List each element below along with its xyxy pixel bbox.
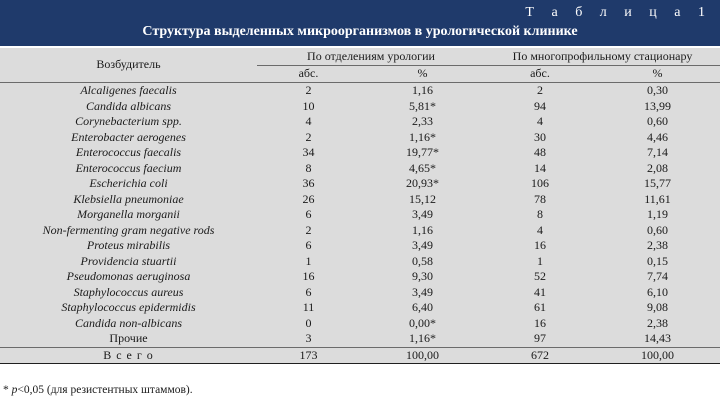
footnote-p-symbol: p: [11, 384, 18, 396]
cell-abs-urology: 4: [305, 114, 312, 128]
cell-abs-hospital: 4: [537, 222, 543, 237]
cell-pct-urology: 4,65*: [409, 160, 436, 175]
cell-abs-urology: 3: [305, 331, 312, 345]
column-group-hospital: По многопрофильному стационару: [485, 48, 720, 66]
cell-abs-urology: 6: [305, 284, 312, 299]
table-row: [0, 83, 720, 99]
cell-abs-urology: 10: [302, 98, 315, 113]
pathogen-name: Non-fermenting gram negative rods: [42, 222, 215, 237]
cell-abs-hospital: 41: [534, 284, 546, 299]
pathogen-name: Morganella morganii: [77, 207, 180, 221]
table-row: [0, 114, 720, 130]
cell-pct-hospital: 4,46: [647, 129, 668, 144]
table-row: [0, 331, 720, 347]
pathogen-name: Corynebacterium spp.: [75, 114, 182, 128]
table-row: [0, 161, 720, 177]
cell-pct-urology: 2,33: [412, 114, 433, 128]
pathogen-name: Enterobacter aerogenes: [71, 129, 186, 144]
table-title: Структура выделенных микроорганизмов в урологической клинике: [142, 24, 578, 39]
cell-abs-hospital: 1: [537, 253, 543, 268]
table-number: Т а б л и ц а 1: [525, 5, 712, 20]
table-row: [0, 238, 720, 254]
cell-abs-hospital: 30: [534, 129, 546, 144]
table-row: [0, 269, 720, 285]
cell-pct-urology: 1,16*: [409, 129, 436, 144]
table-row: [0, 285, 720, 301]
data-table: [0, 48, 720, 364]
cell-abs-urology: 34: [302, 145, 315, 159]
cell-abs-urology: 1: [305, 253, 312, 268]
table-row: [0, 145, 720, 161]
total-abs-hospital: 672: [485, 347, 595, 364]
cell-abs-hospital: 78: [534, 191, 546, 206]
table-title-bar: [0, 0, 720, 46]
column-header-abs-hospital: абс.: [485, 66, 595, 83]
cell-pct-urology: 19,77*: [406, 145, 439, 159]
cell-abs-hospital: 2: [537, 83, 543, 97]
table-row: [0, 316, 720, 332]
total-label: В с е г о: [0, 347, 257, 364]
cell-pct-hospital: 14,43: [644, 331, 671, 345]
cell-abs-urology: 2: [305, 222, 312, 237]
cell-abs-hospital: 94: [534, 98, 546, 113]
cell-abs-urology: 2: [305, 129, 312, 144]
table-row: [0, 254, 720, 270]
cell-abs-urology: 0: [305, 315, 312, 330]
cell-pct-hospital: 7,74: [647, 269, 668, 283]
pathogen-name: Staphylococcus aureus: [73, 284, 184, 299]
column-group-urology: По отделениям урологии: [257, 48, 485, 66]
cell-pct-urology: 15,12: [409, 191, 436, 206]
cell-abs-hospital: 14: [534, 160, 546, 175]
table-row-total: [0, 347, 720, 364]
column-header-abs-urology: абс.: [257, 66, 360, 83]
cell-abs-urology: 16: [302, 269, 315, 283]
footnote-marker: *: [3, 384, 12, 396]
cell-pct-urology: 1,16: [412, 222, 433, 237]
column-header-pct-hospital: %: [595, 66, 720, 83]
column-header-pct-urology: %: [360, 66, 485, 83]
cell-abs-hospital: 48: [534, 145, 546, 159]
table-row: [0, 223, 720, 239]
table-row: [0, 130, 720, 146]
table-row: [0, 207, 720, 223]
cell-pct-urology: 3,49: [412, 238, 433, 252]
cell-abs-hospital: 16: [534, 315, 546, 330]
cell-pct-urology: 3,49: [412, 284, 433, 299]
pathogen-name: Alcaligenes faecalis: [80, 83, 177, 97]
cell-abs-urology: 11: [302, 300, 315, 314]
footnote-text: <0,05 (для резистентных штаммов).: [17, 384, 193, 396]
cell-pct-hospital: 11,61: [644, 191, 671, 206]
cell-pct-hospital: 0,15: [647, 253, 668, 268]
cell-pct-hospital: 9,08: [647, 300, 668, 314]
table-row: [0, 300, 720, 316]
cell-abs-urology: 2: [305, 83, 312, 97]
cell-pct-urology: 0,00*: [409, 315, 436, 330]
cell-abs-hospital: 97: [534, 331, 546, 345]
column-header-pathogen: Возбудитель: [0, 48, 257, 83]
footnote: [3, 384, 193, 396]
cell-pct-urology: 20,93*: [406, 176, 439, 190]
total-pct-urology: 100,00: [360, 347, 485, 364]
cell-pct-hospital: 2,38: [647, 315, 668, 330]
cell-pct-hospital: 7,14: [647, 145, 668, 159]
cell-pct-hospital: 15,77: [644, 176, 671, 190]
pathogen-name: Candida non-albicans: [75, 315, 182, 330]
table-row: [0, 192, 720, 208]
cell-abs-hospital: 106: [531, 176, 549, 190]
cell-pct-hospital: 2,08: [647, 160, 668, 175]
pathogen-name: Klebsiella pneumoniae: [73, 191, 184, 206]
pathogen-name: Enterococcus faecium: [75, 160, 182, 175]
cell-abs-hospital: 4: [537, 114, 543, 128]
cell-pct-urology: 5,81*: [409, 98, 436, 113]
table-body: [0, 83, 720, 348]
cell-pct-urology: 6,40: [412, 300, 433, 314]
cell-pct-urology: 1,16*: [409, 331, 436, 345]
cell-abs-urology: 36: [302, 176, 315, 190]
pathogen-name: Enterococcus faecalis: [75, 145, 182, 159]
cell-pct-hospital: 0,60: [647, 222, 668, 237]
cell-pct-urology: 3,49: [412, 207, 433, 221]
header-row-groups: [0, 48, 720, 66]
cell-pct-urology: 1,16: [412, 83, 433, 97]
cell-pct-hospital: 1,19: [647, 207, 668, 221]
cell-pct-hospital: 0,30: [647, 83, 668, 97]
pathogen-name: Providencia stuartii: [80, 253, 177, 268]
pathogen-name: Staphylococcus epidermidis: [61, 300, 196, 314]
cell-abs-urology: 6: [305, 238, 312, 252]
cell-pct-urology: 9,30: [412, 269, 433, 283]
total-abs-urology: 173: [257, 347, 360, 364]
table-row: [0, 99, 720, 115]
cell-pct-hospital: 0,60: [647, 114, 668, 128]
total-pct-hospital: 100,00: [595, 347, 720, 364]
pathogen-name: Прочие: [109, 331, 148, 345]
cell-abs-urology: 6: [305, 207, 312, 221]
cell-abs-hospital: 61: [534, 300, 546, 314]
pathogen-name: Pseudomonas aeruginosa: [66, 269, 191, 283]
table-container: [0, 48, 720, 364]
cell-abs-hospital: 16: [534, 238, 546, 252]
cell-abs-hospital: 8: [537, 207, 543, 221]
pathogen-name: Escherichia coli: [89, 176, 168, 190]
cell-abs-urology: 26: [302, 191, 315, 206]
cell-abs-hospital: 52: [534, 269, 546, 283]
table-row: [0, 176, 720, 192]
cell-pct-hospital: 6,10: [647, 284, 668, 299]
cell-pct-urology: 0,58: [412, 253, 433, 268]
cell-pct-hospital: 2,38: [647, 238, 668, 252]
pathogen-name: Proteus mirabilis: [86, 238, 171, 252]
pathogen-name: Candida albicans: [85, 98, 171, 113]
cell-pct-hospital: 13,99: [644, 98, 671, 113]
cell-abs-urology: 8: [305, 160, 312, 175]
